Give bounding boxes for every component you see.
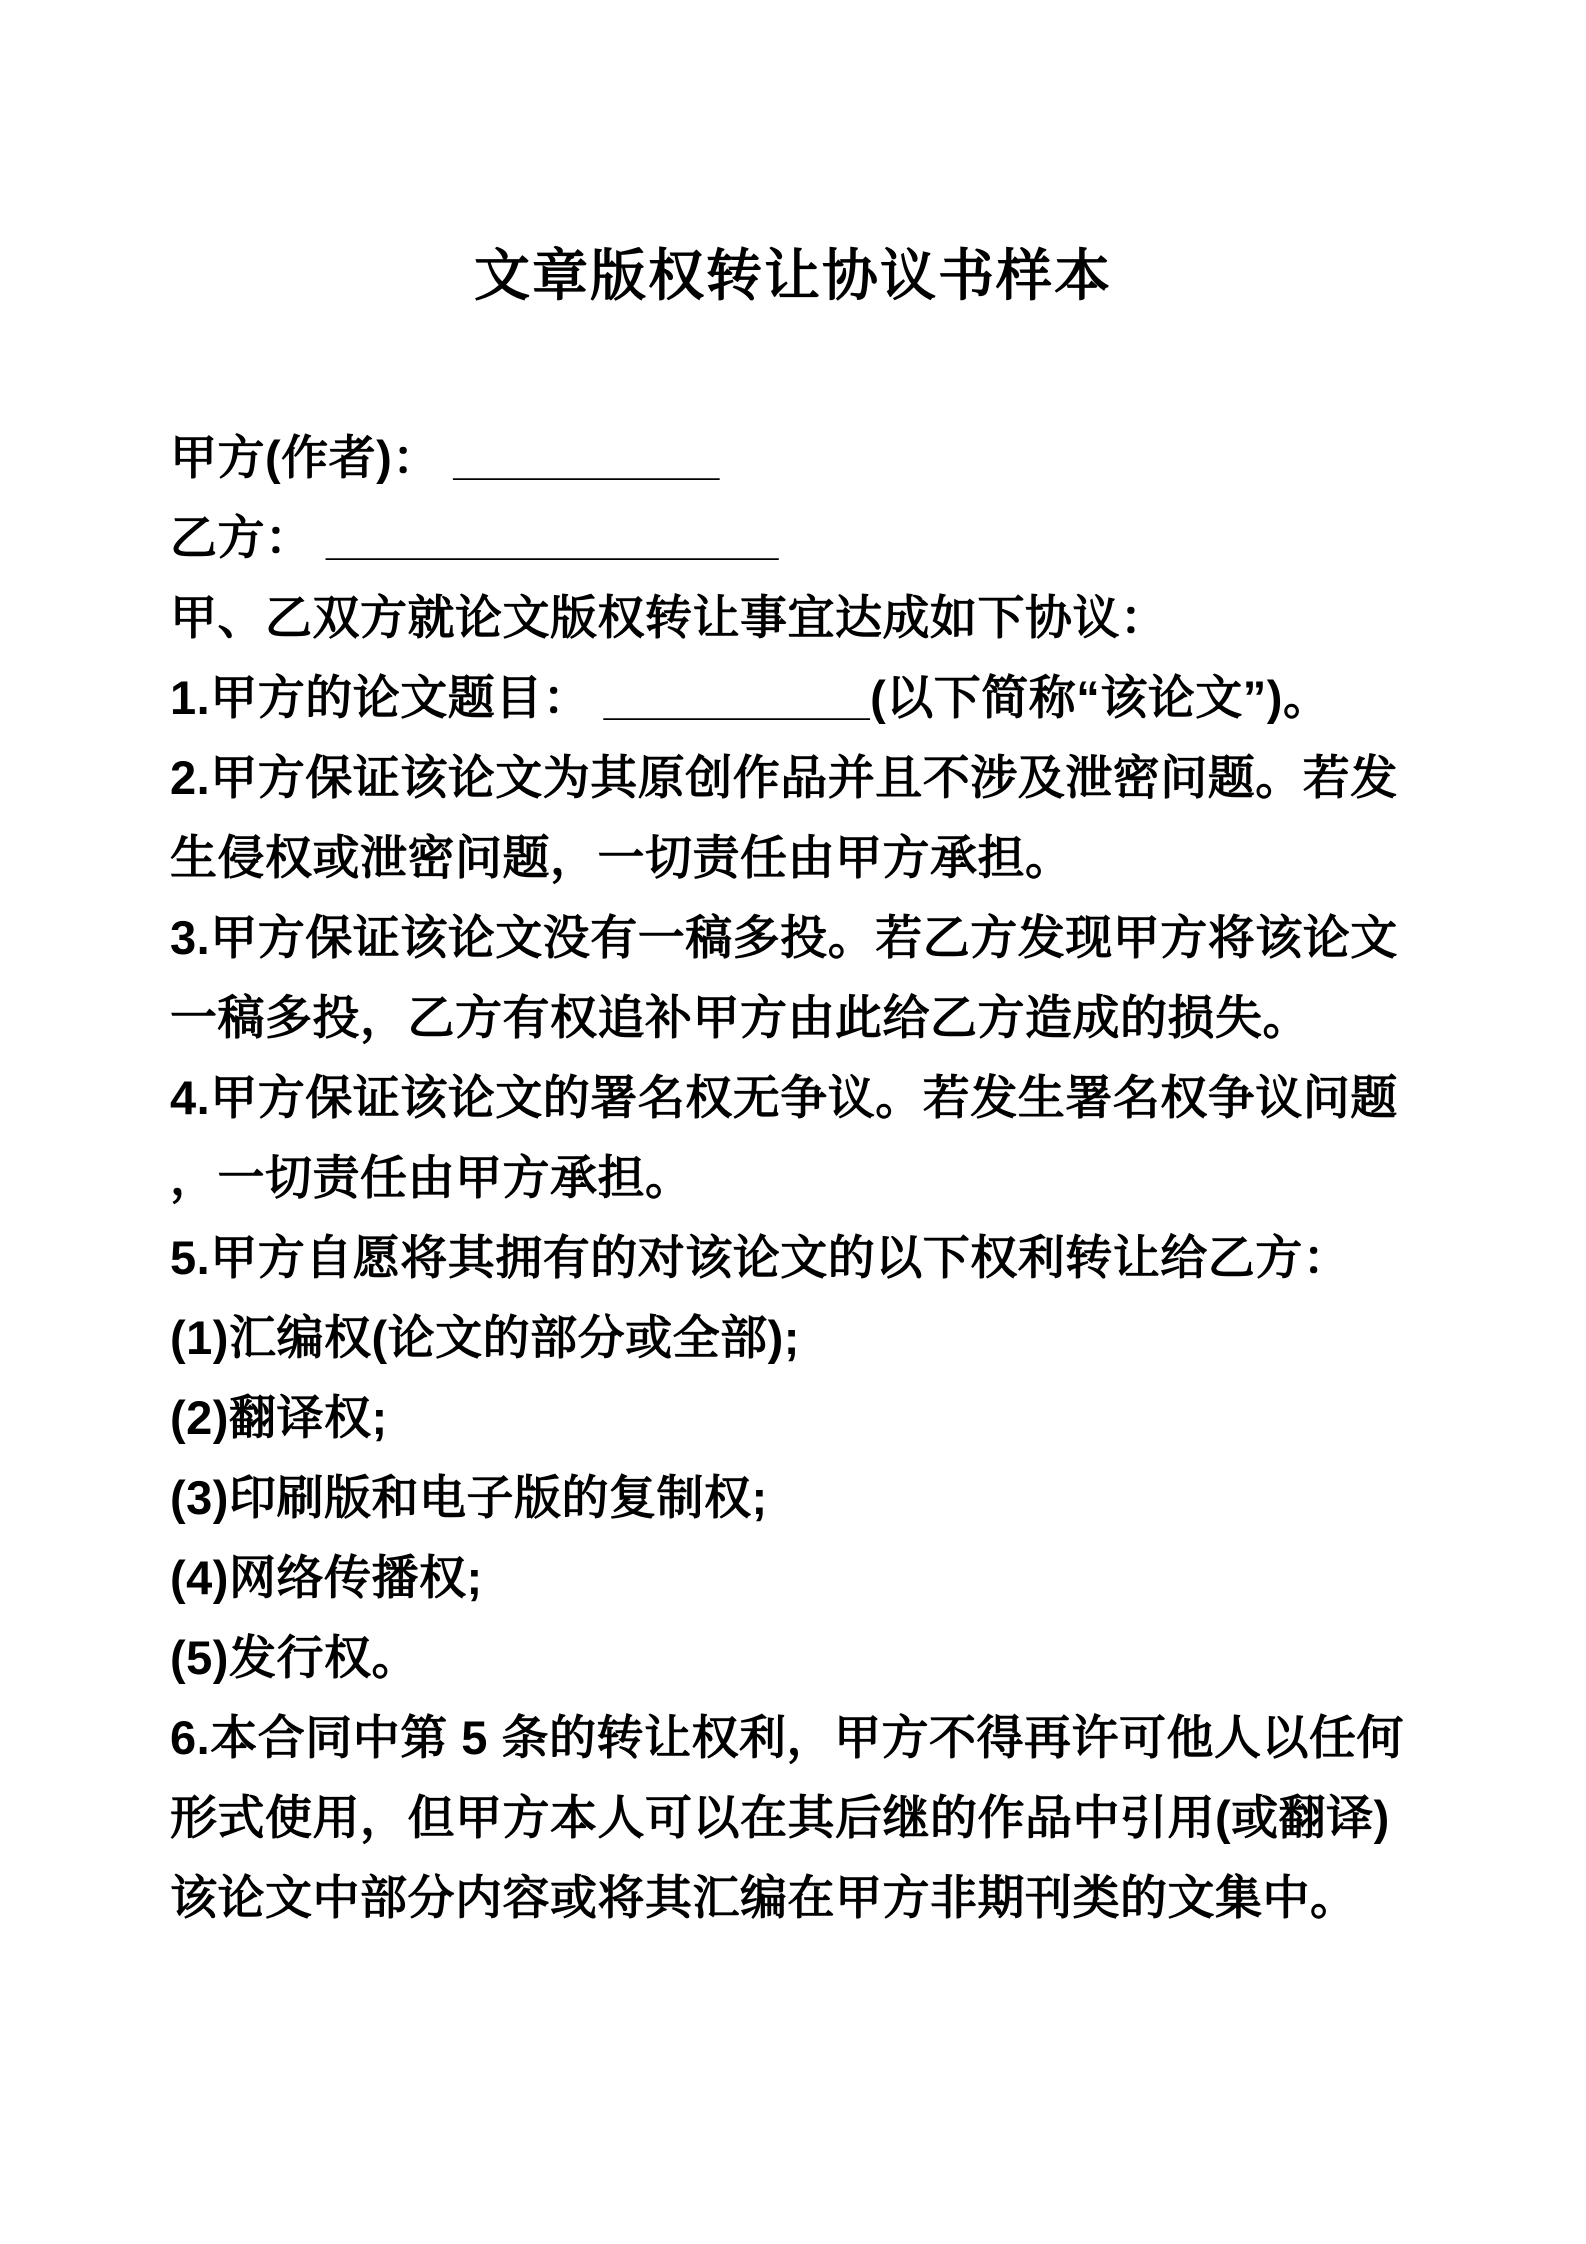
clause-1-line: 1.甲方的论文题目： __________(以下简称“该论文”)。: [170, 671, 1331, 724]
clause-3-line-1: 3.甲方保证该论文没有一稿多投。若乙方发现甲方将该论文: [170, 911, 1398, 964]
clause-3-line-2: 一稿多投，乙方有权追补甲方由此给乙方造成的损失。: [170, 991, 1310, 1044]
clause-2-line-1: 2.甲方保证该论文为其原创作品并且不涉及泄密问题。若发: [170, 751, 1398, 804]
clause-2-line-2: 生侵权或泄密问题，一切责任由甲方承担。: [170, 831, 1073, 884]
document-body: [0, 418, 1586, 1938]
party-a-line: 甲方(作者)： __________: [170, 431, 720, 484]
clause-5-item-2: (2)翻译权;: [170, 1391, 388, 1444]
clause-4-line-1: 4.甲方保证该论文的署名权无争议。若发生署名权争议问题: [170, 1071, 1398, 1124]
clause-5-item-5: (5)发行权。: [170, 1631, 419, 1684]
clause-6-line-1: 6.本合同中第 5 条的转让权利，甲方不得再许可他人以任何: [170, 1711, 1404, 1764]
clause-6-line-3: 该论文中部分内容或将其汇编在甲方非期刊类的文集中。: [170, 1871, 1358, 1924]
clause-4-line-2: ，一切责任由甲方承担。: [170, 1151, 693, 1204]
clause-5-line: 5.甲方自愿将其拥有的对该论文的以下权利转让给乙方：: [170, 1231, 1351, 1284]
clause-6-line-2: 形式使用，但甲方本人可以在其后继的作品中引用(或翻译): [170, 1791, 1390, 1844]
clause-5-item-1: (1)汇编权(论文的部分或全部);: [170, 1311, 800, 1364]
party-b-line: 乙方： _________________: [170, 511, 779, 564]
clause-5-item-3: (3)印刷版和电子版的复制权;: [170, 1471, 768, 1524]
clause-5-item-4: (4)网络传播权;: [170, 1551, 483, 1604]
document-title: 文章版权转让协议书样本: [474, 244, 1112, 307]
preamble-line: 甲、乙双方就论文版权转让事宜达成如下协议：: [170, 591, 1168, 644]
